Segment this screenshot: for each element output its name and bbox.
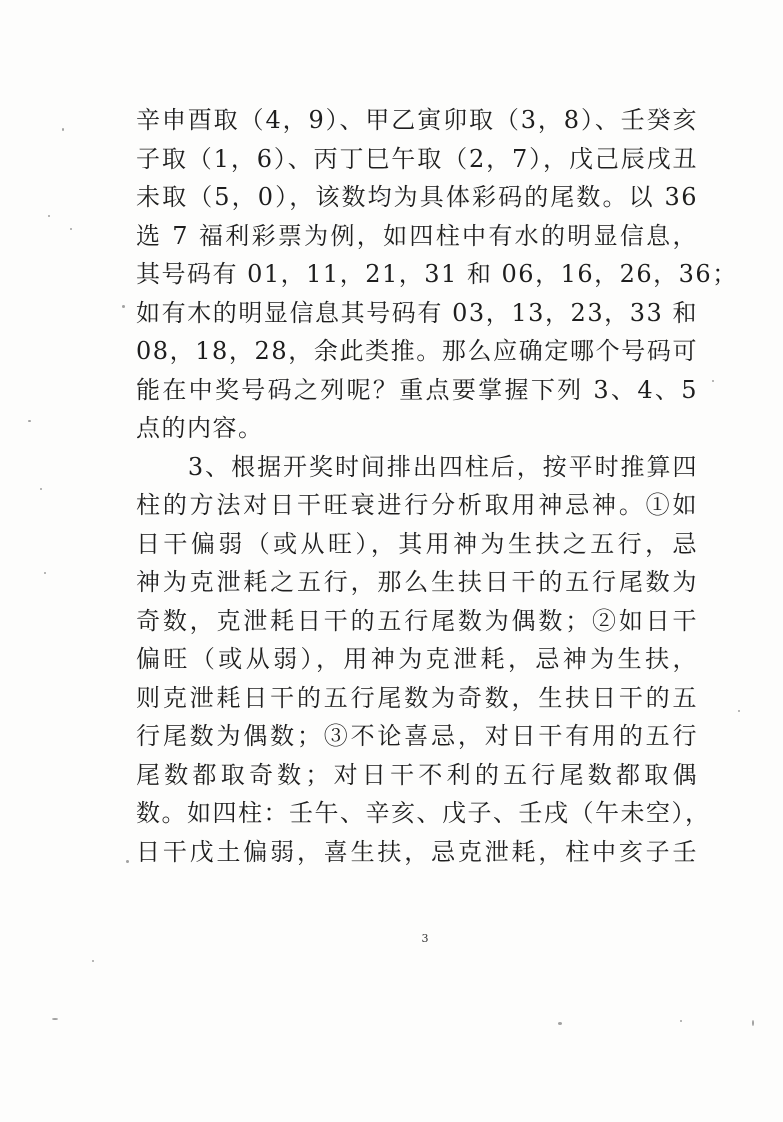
text-line: 如有木的明显信息其号码有 03，13，23，33 和	[136, 298, 698, 327]
scan-speck	[738, 710, 740, 712]
scan-speck	[558, 1022, 562, 1025]
scan-speck	[70, 228, 72, 230]
scan-speck	[712, 380, 714, 382]
text-line: 柱的方法对日干旺衰进行分析取用神忌神。①如	[136, 491, 698, 519]
text-line: 其号码有 01，11，21，31 和 06，16，26，36；	[136, 260, 738, 288]
scan-speck	[680, 1020, 682, 1022]
scan-speck	[122, 305, 125, 308]
text-line: 尾数都取奇数；对日干不利的五行尾数都取偶	[136, 760, 698, 789]
text-line: 数。如四柱：壬午、辛亥、戊子、壬戌（午未空），	[136, 799, 711, 827]
text-line: 则克泄耗日干的五行尾数为奇数，生扶日干的五	[136, 683, 698, 712]
text-line: 能在中奖号码之列呢？重点要掌握下列 3、4、5	[136, 375, 698, 404]
text-line: 神为克泄耗之五行，那么生扶日干的五行尾数为	[136, 568, 698, 596]
scan-speck	[40, 488, 42, 490]
text-line: 日干偏弱（或从旺），其用神为生扶之五行，忌	[136, 529, 698, 558]
scan-speck	[62, 128, 64, 131]
scan-speck	[126, 860, 129, 863]
text-line: 行尾数为偶数；③不论喜忌，对日干有用的五行	[136, 722, 698, 750]
text-line: 3、根据开奖时间排出四柱后，按平时推算四	[136, 452, 698, 481]
page-number: 3	[421, 932, 429, 945]
scan-speck	[28, 420, 31, 422]
body-text	[136, 101, 738, 871]
text-line: 08，18，28，余此类推。那么应确定哪个号码可	[136, 337, 698, 365]
text-line: 未取（5，0），该数均为具体彩码的尾数。以 36	[136, 183, 698, 211]
scan-speck	[752, 1020, 754, 1026]
scan-speck	[52, 1018, 58, 1020]
scan-speck	[48, 215, 50, 217]
text-line: 偏旺（或从弱），用神为克泄耗，忌神为生扶，	[136, 645, 698, 673]
text-line: 日干戊土偏弱，喜生扶，忌克泄耗，柱中亥子壬	[136, 837, 698, 866]
text-line: 奇数，克泄耗日干的五行尾数为偶数；②如日干	[136, 606, 698, 635]
text-line: 子取（1，6）、丙丁巳午取（2，7），戊己辰戌丑	[136, 144, 698, 173]
scan-speck	[92, 960, 94, 962]
text-line: 辛申酉取（4，9）、甲乙寅卯取（3，8）、壬癸亥	[136, 106, 698, 134]
scan-speck	[44, 572, 46, 574]
text-line: 点的内容。	[136, 414, 264, 442]
text-line: 选 7 福利彩票为例，如四柱中有水的明显信息，	[136, 221, 698, 250]
